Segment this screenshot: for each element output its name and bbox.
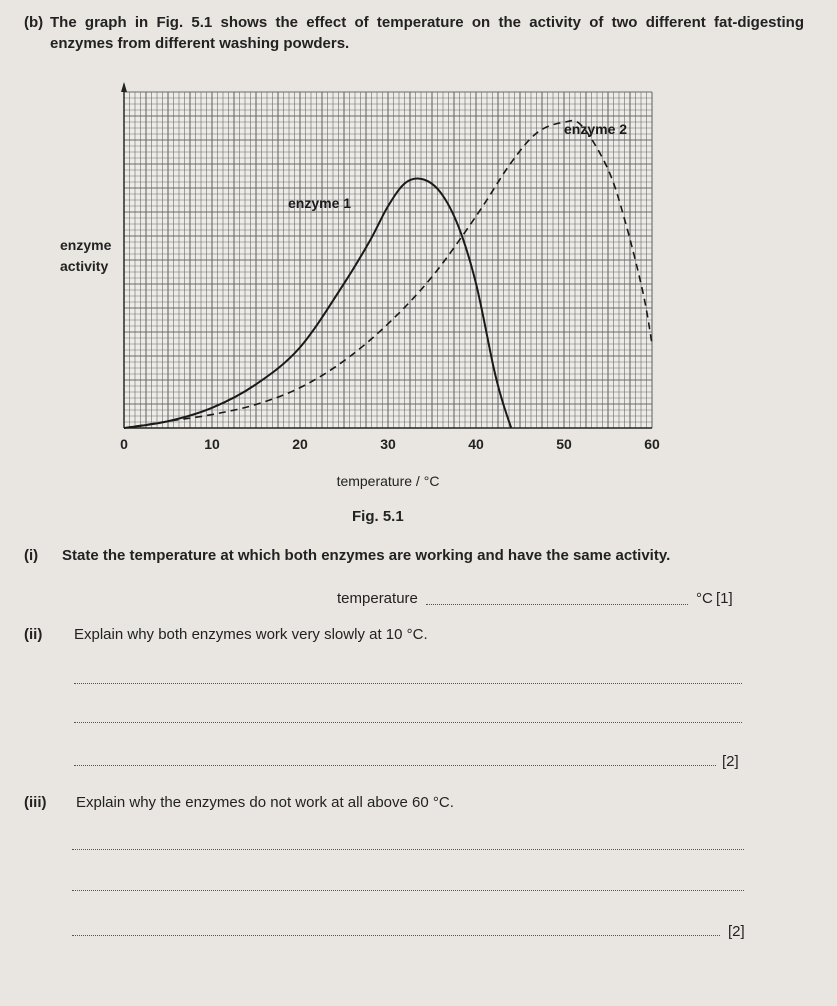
question-b-intro: [24, 12, 804, 54]
y-axis-arrow: [121, 82, 127, 92]
question-iii-text: Explain why the enzymes do not work at all above 60 °C.: [76, 794, 454, 811]
y-axis-label-line1: enzyme: [60, 237, 112, 253]
part-text: The graph in Fig. 5.1 shows the effect of temperature on the activity of two different fat-digesting enzymes from different washing powders.: [50, 14, 804, 52]
x-tick-label: 10: [204, 436, 220, 452]
y-axis-label-line2: activity: [60, 258, 109, 274]
answer-line-iii-1[interactable]: [72, 849, 744, 850]
answer-line-iii-3[interactable]: [72, 935, 720, 936]
answer-line-iii-2[interactable]: [72, 890, 744, 891]
temperature-label: temperature: [337, 590, 418, 607]
answer-line-ii-3[interactable]: [74, 765, 716, 766]
marks-iii: [2]: [728, 923, 745, 940]
answer-line-ii-2[interactable]: [74, 722, 742, 723]
question-iii-label: (iii): [24, 794, 47, 811]
answer-line-i[interactable]: [426, 604, 688, 605]
question-i-label: (i): [24, 547, 39, 564]
question-ii-text: Explain why both enzymes work very slowly at 10 °C.: [74, 626, 428, 643]
x-tick-label: 40: [468, 436, 484, 452]
marks-i: [1]: [716, 590, 733, 607]
x-axis-label: temperature / °C: [336, 473, 440, 489]
x-tick-label: 50: [556, 436, 572, 452]
annotation-enzyme-2: enzyme 2: [564, 121, 628, 137]
answer-line-ii-1[interactable]: [74, 683, 742, 684]
x-tick-label: 30: [380, 436, 396, 452]
part-label: (b): [24, 14, 44, 31]
enzyme-activity-chart: [52, 82, 692, 562]
question-ii-label: (ii): [24, 626, 43, 643]
x-tick-label: 20: [292, 436, 308, 452]
figure-caption: Fig. 5.1: [352, 508, 404, 525]
marks-ii: [2]: [722, 753, 739, 770]
x-tick-label: 60: [644, 436, 660, 452]
annotation-enzyme-1: enzyme 1: [288, 195, 352, 211]
figure-5-1-graph: [52, 82, 692, 562]
x-tick-label: 0: [120, 436, 128, 452]
question-i-text: State the temperature at which both enzymes are working and have the same activity.: [62, 547, 671, 564]
unit-celsius: °C: [696, 590, 713, 607]
